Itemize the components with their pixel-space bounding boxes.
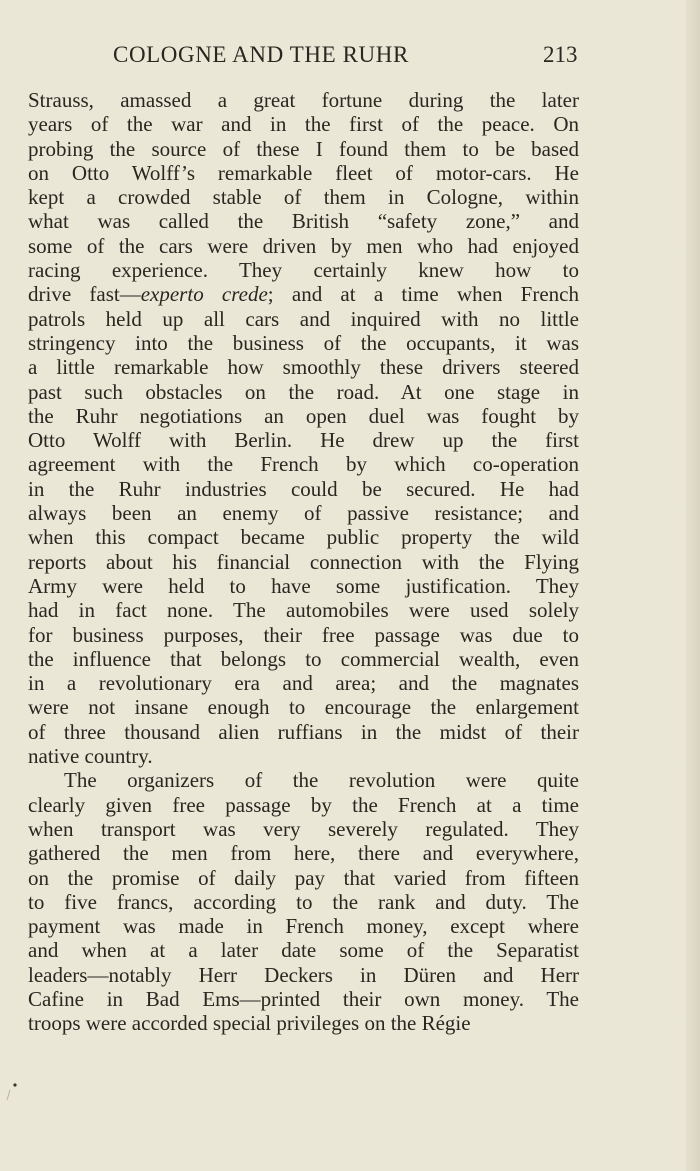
text-segment: the Ruhr negotiations an open duel was fought by: [28, 403, 579, 428]
paragraph: [28, 88, 579, 768]
page-number: 213: [543, 42, 578, 67]
text-line: [28, 452, 579, 476]
text-segment: Strauss, amassed a great fortune during the later: [28, 88, 579, 112]
text-line: [28, 647, 579, 671]
text-line: [28, 477, 579, 501]
text-segment: agreement with the French by which co-operation: [28, 452, 579, 477]
text-line: [28, 185, 579, 209]
text-line: [28, 282, 579, 306]
text-segment: leaders—notably Herr Deckers in Düren and Herr: [28, 962, 579, 987]
text-segment: had in fact none. The automobiles were used solely: [28, 598, 579, 623]
text-line: [28, 331, 579, 355]
body-text: [28, 88, 579, 1036]
text-segment: when this compact became public property the wild: [28, 525, 579, 550]
text-segment: native country.: [28, 744, 153, 769]
text-segment: and when at a later date some of the Separatist: [28, 938, 579, 963]
text-line: [28, 258, 579, 282]
text-segment: payment was made in French money, except where: [28, 914, 579, 939]
text-line: [28, 890, 579, 914]
text-line: [28, 720, 579, 744]
text-segment: to five francs, according to the rank and duty. The: [28, 889, 579, 914]
text-segment: troops were accorded special privileges on the Régie: [28, 1011, 471, 1036]
text-line: [28, 525, 579, 549]
text-line: [28, 404, 579, 428]
text-segment: reports about his financial connection with the Flying: [28, 549, 579, 574]
text-line: [28, 744, 579, 768]
text-line: [28, 428, 579, 452]
text-segment: when transport was very severely regulated. They: [28, 816, 579, 841]
text-segment: gathered the men from here, there and everywhere,: [28, 841, 579, 866]
text-segment: of three thousand alien ruffians in the midst of their: [28, 719, 579, 744]
text-segment: clearly given free passage by the French at a time: [28, 792, 579, 817]
text-segment: were not insane enough to encourage the enlargement: [28, 695, 579, 720]
text-segment: a little remarkable how smoothly these drivers steered: [28, 355, 579, 380]
running-title: COLOGNE AND THE RUHR: [113, 42, 409, 67]
text-line: [28, 380, 579, 404]
text-line: [28, 574, 579, 598]
text-line: [28, 623, 579, 647]
text-line: [28, 1011, 579, 1035]
text-line: [28, 550, 579, 574]
text-segment: years of the war and in the first of the peace. On: [28, 112, 579, 137]
text-line: [28, 501, 579, 525]
text-segment: in a revolutionary era and area; and the magnates: [28, 671, 579, 696]
text-line: [28, 963, 579, 987]
text-segment: kept a crowded stable of them in Cologne, within: [28, 185, 579, 210]
page-edge-shadow: [686, 0, 700, 1171]
text-line: [28, 234, 579, 258]
text-segment: racing experience. They certainly knew how to: [28, 258, 579, 283]
text-segment: always been an enemy of passive resistance; and: [28, 501, 579, 526]
text-segment: patrols held up all cars and inquired with no little: [28, 306, 579, 331]
text-segment: drive fast—: [28, 282, 141, 307]
paragraph: [28, 768, 579, 1035]
text-line: [28, 161, 579, 185]
text-line: [28, 88, 579, 112]
text-line: [28, 793, 579, 817]
text-segment: probing the source of these I found them to be based: [28, 136, 579, 161]
text-line: [28, 938, 579, 962]
text-segment: some of the cars were driven by men who had enjoyed: [28, 233, 579, 258]
text-line: [28, 841, 579, 865]
text-segment: past such obstacles on the road. At one stage in: [28, 379, 579, 404]
text-line: [28, 768, 579, 792]
italic-phrase: experto crede: [140, 282, 268, 307]
text-segment: the influence that belongs to commercial wealth, even: [28, 646, 579, 671]
text-segment: stringency into the business of the occupants, it was: [28, 330, 579, 355]
text-segment: for business purposes, their free passage was due to: [28, 622, 579, 647]
text-line: [28, 914, 579, 938]
text-segment: Army were held to have some justification. They: [28, 573, 579, 598]
running-header: [0, 42, 700, 72]
text-segment: on Otto Wolff’s remarkable fleet of motor-cars. He: [28, 160, 579, 185]
text-line: [28, 355, 579, 379]
text-line: [28, 209, 579, 233]
text-line: [28, 695, 579, 719]
text-line: [28, 671, 579, 695]
text-line: [28, 817, 579, 841]
text-line: [28, 598, 579, 622]
text-segment: ; and at a time when French: [267, 282, 579, 307]
text-line: [28, 866, 579, 890]
text-segment: The organizers of the revolution were quite: [64, 768, 579, 793]
stray-ink-mark: [5, 1076, 19, 1104]
text-segment: on the promise of daily pay that varied from fifteen: [28, 865, 579, 890]
text-segment: Otto Wolff with Berlin. He drew up the first: [28, 428, 579, 453]
text-line: [28, 112, 579, 136]
text-segment: Cafine in Bad Ems—printed their own money. The: [28, 986, 579, 1011]
text-line: [28, 307, 579, 331]
text-line: [28, 137, 579, 161]
text-segment: what was called the British “safety zone,” and: [28, 209, 579, 234]
text-line: [28, 987, 579, 1011]
text-segment: in the Ruhr industries could be secured. He had: [28, 476, 579, 501]
